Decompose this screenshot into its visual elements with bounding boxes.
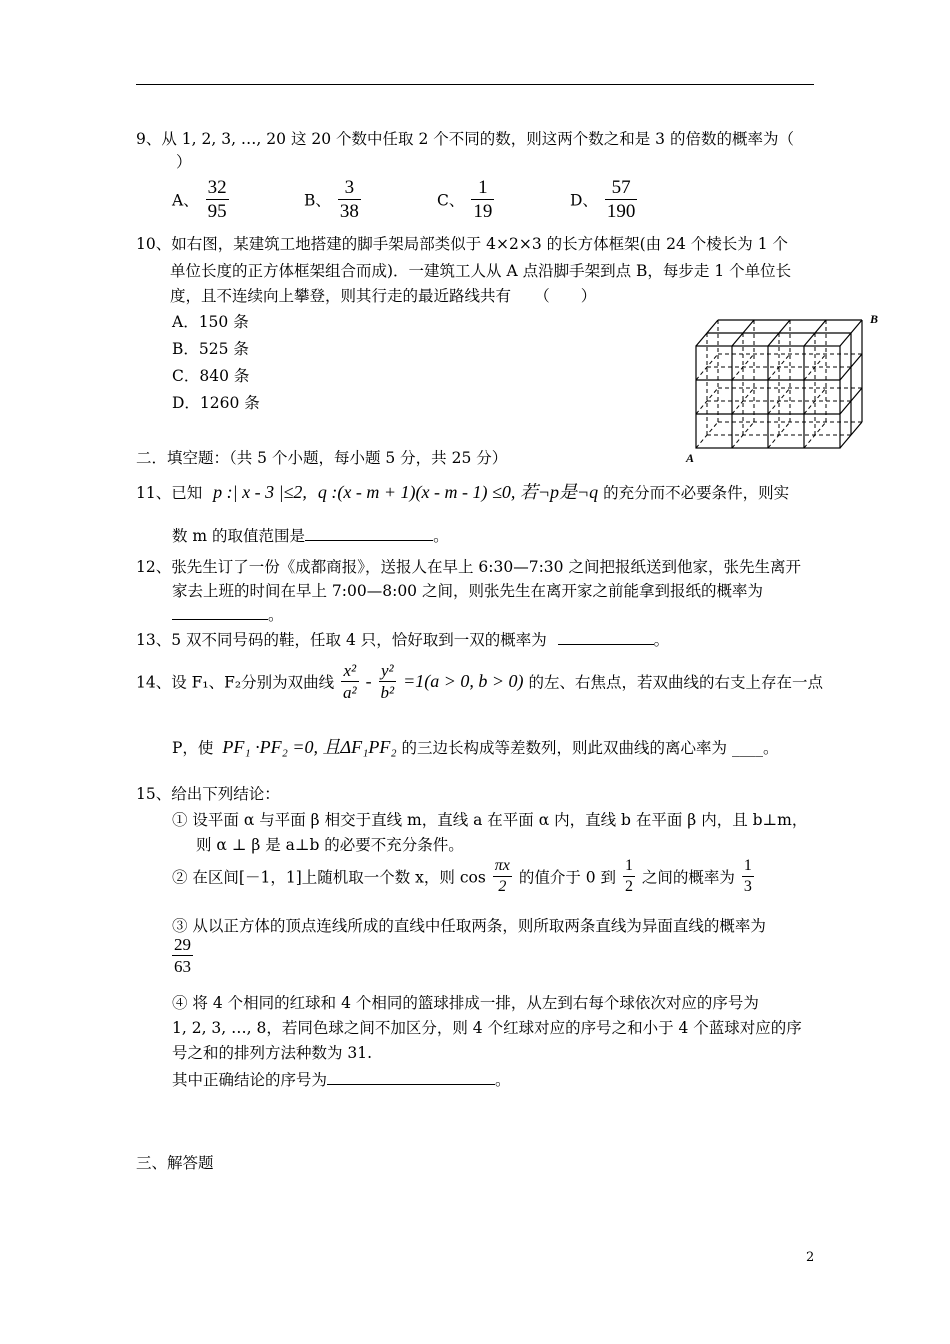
denominator: a² [343,683,357,702]
q11-line2-text: 数 m 的取值范围是 [172,527,306,545]
q9-option-c [437,178,496,221]
q15-claim1-line1: ① 设平面 α 与平面 β 相交于直线 m，直线 a 在平面 α 内，直线 b 在平面 β 内，且 b⊥m， [172,811,808,829]
denominator: 63 [174,957,191,976]
denominator: 2 [493,876,512,895]
q12-line3 [172,603,284,625]
q10-stem-line3: 度，且不连续向上攀登，则其行走的最近路线共有 （ ） [170,287,597,305]
q11-line2 [172,524,449,546]
q9-option-d [570,178,639,221]
numerator: x² [343,661,357,680]
scaffold-figure [684,308,884,464]
q15-claim2-mid2: 之间的概率为 [641,868,735,887]
denominator: 38 [339,201,359,222]
q15-title: 15、给出下列结论： [136,785,280,803]
point-b-label: B [870,312,879,326]
q15-answer-prefix: 其中正确结论的序号为 [172,1071,328,1089]
numerator: 32 [207,177,227,198]
denominator: 3 [743,878,752,895]
section-2-heading: 二．填空题：（共 5 个小题，每小题 5 分，共 25 分） [136,449,508,467]
denominator: 190 [606,201,636,222]
q15-claim4-line3: 号之和的排列方法种数为 31. [172,1044,373,1062]
numerator: 1 [478,177,488,198]
page-number: 2 [806,1250,815,1265]
q10-option-c: C．840 条 [172,367,250,385]
q12-line3-end: 。 [268,606,284,624]
q15-answer-line [172,1068,511,1090]
q14-line2-prefix: P，使 [172,739,214,757]
q9-stem-line2: ） [176,153,192,171]
q11-line1 [136,478,789,504]
q13-text: 13、5 双不同号码的鞋，任取 4 只，恰好取到一双的概率为 [136,631,547,649]
q10-stem-line1: 10、如右图，某建筑工地搭建的脚手架局部类似于 4×2×3 的长方体框架(由 24 个棱长为 1 个 [136,235,788,253]
q14-suffix: 的左、右焦点，若双曲线的右支上存在一点 [528,673,823,692]
section-3-heading: 三、解答题 [136,1154,214,1172]
q11-answer-blank [305,524,433,541]
numerator: πx [494,857,510,874]
q12-answer-blank [172,603,268,620]
point-a-label: A [686,451,695,464]
q14-equation: =1(a > 0, b > 0) [403,671,524,691]
header-rule [136,84,814,85]
q11-prefix: 11、已知 [136,484,203,502]
q9-option-b [304,178,363,221]
q9-stem-line1: 9、从 1, 2, 3, …, 20 这 20 个数中任取 2 个不同的数，则这两个数之和是 3 的倍数的概率为（ [136,130,794,148]
q10-option-a: A．150 条 [172,313,249,331]
q15-answer-blank [327,1068,495,1085]
q14-minus: - [365,671,372,691]
numerator: y² [380,661,394,680]
q15-claim3-line1: ③ 从以正方体的顶点连线所成的直线中任取两条，则所取两条直线为异面直线的概率为 [172,917,766,935]
numerator: 57 [611,177,631,198]
q15-claim2 [172,858,756,895]
numerator: 1 [624,857,633,874]
q10-option-b: B．525 条 [172,340,249,358]
numerator: 3 [344,177,355,198]
q14-line1 [136,662,823,701]
q12-line2: 家去上班的时间在早上 7:00—8:00 之间，则张先生在离开家之前能拿到报纸的概率为 [172,582,763,600]
q14-line2 [172,733,778,759]
q14-prefix: 14、设 F₁、F₂分别为双曲线 [136,673,335,692]
q15-claim3-fraction [172,936,193,975]
denominator: 2 [624,878,633,895]
q11-formula-q: q :(x - m + 1)(x - m - 1) ≤0, 若¬p是¬q [317,482,599,502]
q11-formula-p: p :| x - 3 |≤2, [213,482,307,502]
q15-claim1-line2: 则 α ⊥ β 是 a⊥b 的必要不充分条件。 [196,836,464,854]
q15-claim4-line1: ④ 将 4 个相同的红球和 4 个相同的篮球排成一排，从左到右每个球依次对应的序号为 [172,994,759,1012]
q11-suffix: 的充分而不必要条件，则实 [603,484,790,502]
q15-claim2-prefix: ② 在区间[－1，1]上随机取一个数 x，则 cos [172,868,486,887]
q13-line [136,628,669,650]
q15-claim2-mid: 的值介于 0 到 [518,868,617,887]
q12-line1: 12、张先生订了一份《成都商报》，送报人在早上 6:30—7:30 之间把报纸送到他家，张先生离开 [136,558,801,576]
q15-answer-end: 。 [495,1071,511,1089]
option-label: A、 [172,191,199,210]
option-label: B、 [304,191,331,210]
q11-line2-end: 。 [433,527,449,545]
q13-answer-blank [558,628,654,645]
denominator: 19 [473,201,493,222]
numerator: 1 [743,857,752,874]
q9-option-a [172,178,231,221]
denominator: 95 [207,201,227,222]
q13-end: 。 [653,631,670,649]
option-label: D、 [570,191,598,210]
numerator: 29 [174,935,191,954]
q15-claim4-line2: 1, 2, 3, …, 8，若同色球之间不加区分，则 4 个红球对应的序号之和小于 4 个蓝球对应的序 [172,1019,802,1037]
option-label: C、 [437,191,465,210]
q14-line2-suffix: 的三边长构成等差数列，则此双曲线的离心率为 ____。 [401,739,779,757]
q10-option-d: D．1260 条 [172,394,260,412]
q14-line2-formula: PF₁ ·PF₂ =0, 且ΔF₁PF₂ [222,737,397,757]
q10-stem-line2: 单位长度的正方体框架组合而成)．一建筑工人从 A 点沿脚手架到点 B，每步走 1 个单位长 [170,262,792,280]
denominator: b² [380,683,395,702]
